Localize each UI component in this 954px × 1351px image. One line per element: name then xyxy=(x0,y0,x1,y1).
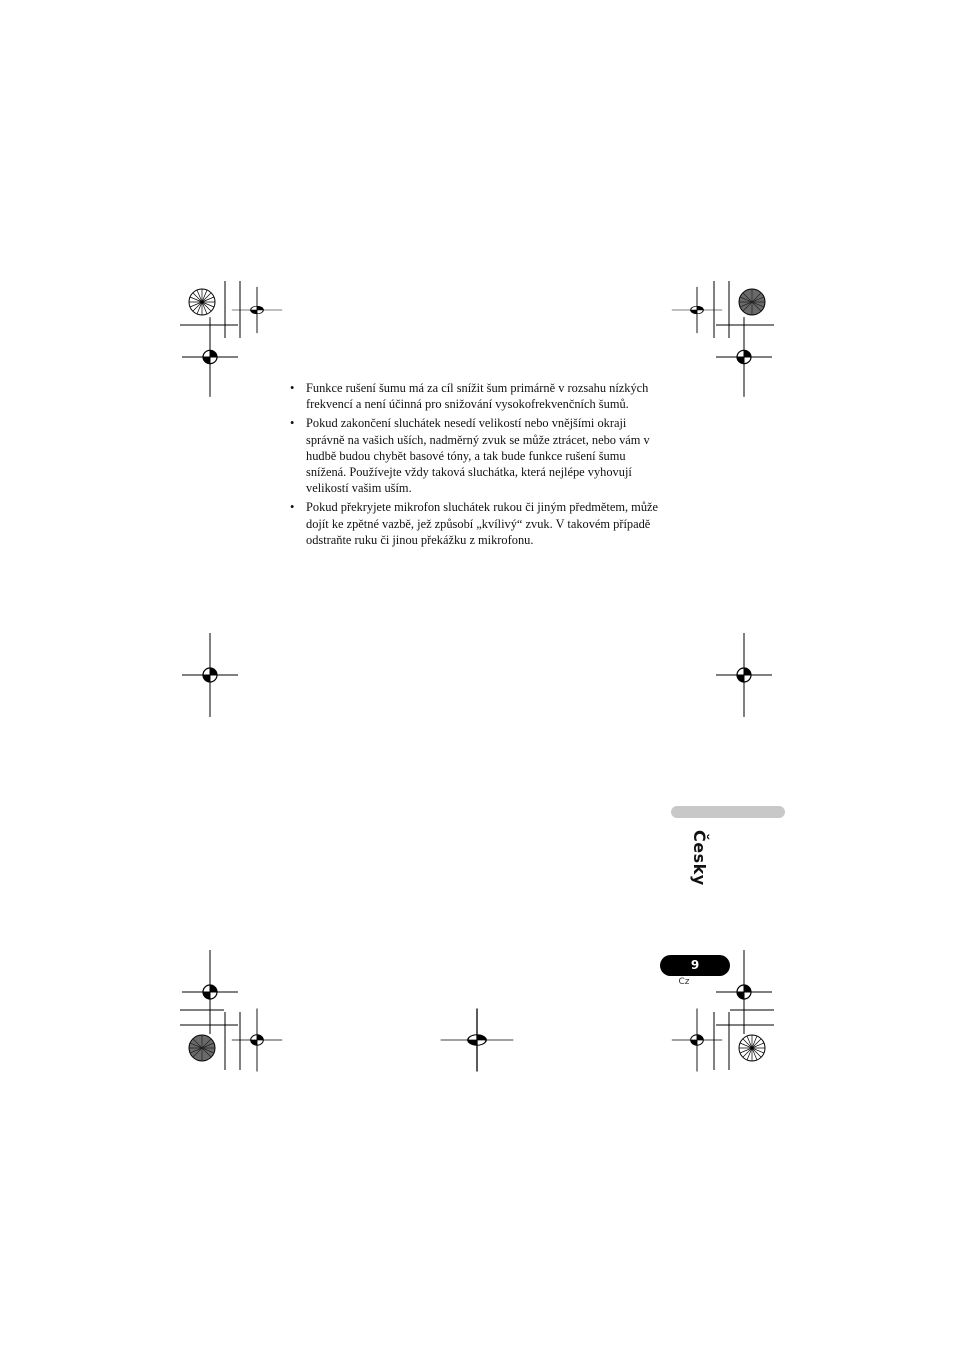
bullet-list xyxy=(290,380,662,551)
list-item-text: Funkce rušení šumu má za cíl snížit šum primárně v rozsahu nízkých frekvencí a není účinná pro snižování vysokofrekvenčních šumů. xyxy=(306,381,649,412)
list-item xyxy=(290,380,662,412)
bullet-symbol: • xyxy=(290,381,295,395)
page-number: 9 xyxy=(660,955,730,976)
language-tab-bar xyxy=(671,806,785,818)
bullet-symbol: • xyxy=(290,416,295,431)
list-item-text: Pokud překryjete mikrofon sluchátek rukou či jiným předmětem, může dojít ke zpětné vazbě, jež způsobí „kvílivý“ zvuk. V takovém případě odstraňte ruku či jinou překážku z mikrofonu. xyxy=(306,500,659,547)
bullet-symbol: • xyxy=(290,500,295,515)
page-language-code: Cz xyxy=(678,977,690,987)
list-item-text: Pokud zakončení sluchátek nesedí velikostí nebo vnějšími okraji správně na vašich uších, nadměrný zvuk se může ztrácet, nebo vám v hudbě budou chybět basové tóny, a tak bude funkce rušení šumu snížená. Používejte vždy taková sluchátka, která nejlépe vyhovují velikostí vašim uším. xyxy=(306,416,650,496)
language-tab-label: Česky xyxy=(690,830,709,886)
list-item xyxy=(290,415,662,496)
list-item xyxy=(290,499,662,548)
